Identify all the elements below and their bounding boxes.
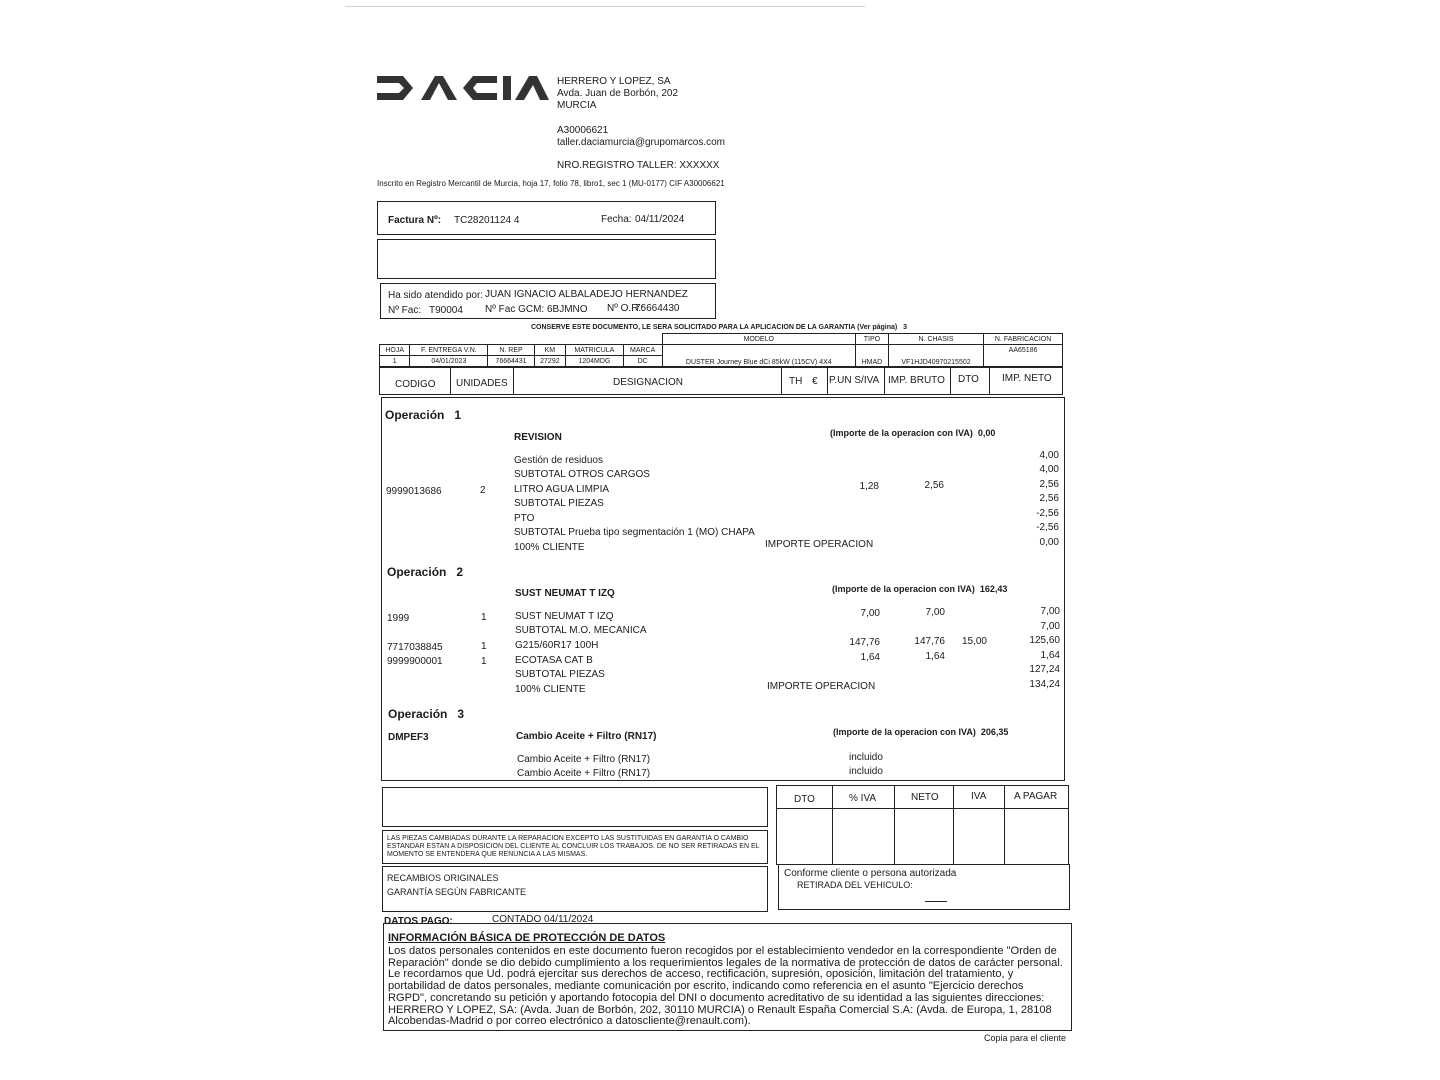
- importe-operacion-label: IMPORTE OPERACION: [767, 681, 876, 692]
- op1-heading: Operación 1: [385, 408, 462, 422]
- conforme-text: Conforme cliente o persona autorizada: [784, 868, 957, 879]
- line-desc: SUBTOTAL M.O. MECANICA: [515, 625, 647, 636]
- line-pun: 147,76: [849, 637, 880, 648]
- vehicle-value: DC: [623, 356, 662, 367]
- op2-heading: Operación 2: [387, 565, 464, 579]
- line-neto: -2,56: [1036, 522, 1059, 533]
- line-neto: 125,60: [1029, 635, 1060, 646]
- garantia-text: GARANTÍA SEGÚN FABRICANTE: [387, 887, 527, 897]
- line-desc: SUBTOTAL PIEZAS: [515, 669, 605, 680]
- scan-edge: [345, 6, 865, 7]
- importe-operacion-label: IMPORTE OPERACION: [765, 539, 874, 550]
- vehicle-value: DUSTER Journey Blue dCi 85kW (115CV) 4X4: [662, 345, 855, 367]
- line-desc: SUBTOTAL PIEZAS: [514, 498, 604, 509]
- vehicle-header: MARCA: [623, 345, 662, 356]
- op3-code: DMPEF3: [388, 732, 429, 743]
- line-units: 1: [481, 656, 487, 667]
- nfac-value: T90004: [429, 305, 463, 316]
- col-pun: P.UN S/IVA: [829, 375, 880, 386]
- fecha-value: 04/11/2024: [635, 214, 685, 225]
- registro-mercantil: Inscrito en Registro Mercantil de Murcia, hoja 17, folio 78, libro1, sec 1 (MU-0177) CIF A30006621: [377, 179, 725, 188]
- op1-importe: (Importe de la operacion con IVA) 0,00: [830, 428, 996, 438]
- vehicle-header: N. REP: [488, 345, 534, 356]
- col-euro: €: [812, 376, 818, 387]
- company-city: MURCIA: [557, 100, 597, 111]
- vehicle-value: 1204MDG: [566, 356, 624, 367]
- observations-box: [382, 787, 768, 827]
- op3-importe: (Importe de la operacion con IVA) 206,35: [833, 727, 1009, 737]
- op2-importe: (Importe de la operacion con IVA) 162,43: [832, 584, 1008, 594]
- vehicle-value: 76664431: [488, 356, 534, 367]
- vehicle-header: N. FABRICACION: [984, 334, 1063, 345]
- factura-label: Factura Nº:: [388, 215, 442, 226]
- recambios-box: [382, 866, 768, 912]
- line-bruto: 1,64: [925, 651, 945, 662]
- line-neto: 0,00: [1039, 537, 1059, 548]
- attention-box: [380, 283, 716, 319]
- line-pun: 1,28: [859, 481, 879, 492]
- line-units: 1: [481, 641, 487, 652]
- vehicle-value: 04/01/2023: [410, 356, 488, 367]
- recambios-text: RECAMBIOS ORIGINALES: [387, 873, 499, 883]
- line-desc: SUST NEUMAT T IZQ: [515, 611, 614, 622]
- company-cif: A30006621: [557, 125, 609, 136]
- col-designacion: DESIGNACION: [613, 377, 684, 388]
- company-contact: [557, 125, 725, 149]
- line-desc: LITRO AGUA LIMPIA: [514, 484, 610, 495]
- retirada-text: RETIRADA DEL VEHICULO:: [797, 880, 913, 890]
- vehicle-header: TIPO: [855, 334, 888, 345]
- line-desc: G215/60R17 100H: [515, 640, 599, 651]
- totals-header: % IVA: [849, 793, 877, 804]
- op1-title: REVISION: [514, 432, 562, 443]
- line-code: 1999: [387, 613, 410, 624]
- gcm-value: 6BJMNO: [547, 304, 588, 315]
- line-desc: SUBTOTAL OTROS CARGOS: [514, 469, 650, 480]
- line-desc: ECOTASA CAT B: [515, 655, 593, 666]
- line-neto: 7,00: [1040, 621, 1060, 632]
- pago-label: DATOS PAGO:: [384, 916, 453, 927]
- conserve-notice: CONSERVE ESTE DOCUMENTO, LE SERA SOLICITADO PARA LA APLICACION DE LA GARANTIA (Ver página) 3: [531, 324, 907, 331]
- atendido-value: JUAN IGNACIO ALBALADEJO HERNANDEZ: [485, 289, 688, 300]
- vehicle-value: AA65186: [984, 345, 1063, 356]
- line-note: incluido: [849, 752, 883, 763]
- line-neto: 2,56: [1039, 479, 1059, 490]
- col-dto: DTO: [958, 374, 979, 385]
- line-desc: PTO: [514, 513, 535, 524]
- totals-header: A PAGAR: [1014, 791, 1058, 802]
- line-neto: 4,00: [1039, 450, 1059, 461]
- totals-header: NETO: [911, 792, 939, 803]
- line-pun: 1,64: [860, 652, 880, 663]
- or-label: Nº O.R.:: [607, 303, 644, 314]
- line-code: 9999013686: [386, 486, 442, 497]
- line-dto: 15,00: [961, 636, 987, 647]
- privacy-title: INFORMACIÓN BÁSICA DE PROTECCIÓN DE DATOS: [388, 932, 666, 944]
- nfac-label: Nº Fac:: [388, 305, 422, 316]
- col-bruto: IMP. BRUTO: [888, 375, 945, 386]
- totals-header: IVA: [971, 791, 987, 802]
- registro-taller: NRO.REGISTRO TALLER: XXXXXX: [557, 160, 720, 171]
- vehicle-header: HOJA: [380, 345, 410, 356]
- line-units: 1: [481, 612, 487, 623]
- vehicle-header: F. ENTREGA V.N.: [410, 345, 488, 356]
- line-neto: 134,24: [1029, 679, 1060, 690]
- vehicle-table: [379, 333, 1063, 367]
- customer-box: [377, 239, 716, 279]
- line-desc: Cambio Aceite + Filtro (RN17): [517, 754, 651, 765]
- line-pun: 7,00: [860, 608, 880, 619]
- privacy-box: [383, 923, 1072, 1031]
- vehicle-header: MODELO: [662, 334, 855, 345]
- copia-label: Copia para el cliente: [984, 1033, 1067, 1043]
- line-bruto: 2,56: [924, 480, 944, 491]
- totals-header: DTO: [794, 794, 815, 805]
- dacia-logo: [377, 74, 549, 107]
- vehicle-header: KM: [534, 345, 565, 356]
- line-desc: 100% CLIENTE: [515, 684, 586, 695]
- factura-number: TC28201124 4: [454, 215, 520, 226]
- vehicle-header: MATRICULA: [566, 345, 624, 356]
- col-unidades: UNIDADES: [456, 378, 508, 389]
- vehicle-value: 27292: [534, 356, 565, 367]
- totals-box: [776, 785, 1069, 865]
- vehicle-header: N. CHASIS: [888, 334, 983, 345]
- vehicle-value: VF1HJD40970215502: [888, 345, 983, 367]
- vehicle-value: 1: [380, 356, 410, 367]
- op2-title: SUST NEUMAT T IZQ: [515, 588, 615, 599]
- columns-header: [379, 367, 1063, 395]
- col-th: TH: [789, 376, 803, 387]
- line-note: incluido: [849, 766, 883, 777]
- line-units: 2: [480, 485, 486, 496]
- line-neto: 127,24: [1029, 664, 1060, 675]
- company-email: taller.daciamurcia@grupomarcos.com: [557, 137, 725, 148]
- fecha-label: Fecha:: [601, 214, 632, 225]
- piezas-notice: LAS PIEZAS CAMBIADAS DURANTE LA REPARACION EXCEPTO LAS SUSTITUIDAS EN GARANTIA O CAMBIO ESTANDAR ESTAN A DISPOSICION DEL CLIENTE AL CONCLUIR LOS TRABAJOS. DE NO SER RETIRADAS EN EL MOMENTO SE ENTENDERA QUE RENUNCIA A LAS MISMAS.: [387, 835, 760, 858]
- op3-heading: Operación 3: [388, 707, 465, 721]
- company-header: [557, 76, 678, 112]
- invoice-box: [377, 201, 716, 235]
- line-neto: 7,00: [1040, 606, 1060, 617]
- piezas-notice-box: [382, 830, 768, 864]
- line-neto: 2,56: [1039, 493, 1059, 504]
- signature-line: [925, 901, 947, 902]
- company-name: HERRERO Y LOPEZ, SA: [557, 76, 671, 87]
- company-address: Avda. Juan de Borbón, 202: [557, 88, 679, 99]
- line-bruto: 7,00: [925, 607, 945, 618]
- line-desc: SUBTOTAL Prueba tipo segmentación 1 (MO) CHAPA: [514, 527, 755, 538]
- col-codigo: CODIGO: [395, 379, 436, 390]
- pago-value: CONTADO 04/11/2024: [492, 914, 594, 925]
- gcm-label: Nº Fac GCM:: [485, 304, 545, 315]
- op3-title: Cambio Aceite + Filtro (RN17): [516, 731, 657, 742]
- line-code: 7717038845: [387, 642, 443, 653]
- col-neto: IMP. NETO: [1002, 373, 1052, 384]
- line-desc: 100% CLIENTE: [514, 542, 585, 553]
- privacy-text: Los datos personales contenidos en este documento fueron recogidos por el establecimiento vendedor en la correspondiente "Orden de Reparación" donde se dio debido cumplimiento a los requerimientos legales de la normativa de protección de datos de carácter personal. Le recordamos que Ud. podrá ejercitar sus derechos de acceso, rectificación, supresión, oposición, limitación del tratamiento, y portabilidad de datos personales, mediante comunicación por escrito, indicando como referencia en el asunto "Ejercicio derechos RGPD", concretando su petición y aportando fotocopia del DNI o documento acreditativo de su identidad a las siguientes direcciones: HERRERO Y LOPEZ, SA: (Avda. Juan de Borbón, 202, 30110 MURCIA) o Renault España Comercial S.A: (Avda. de Europa, 1, 28108 Alcobendas-Madrid o por correo electrónico a datoscliente@renault.com).: [388, 945, 1063, 1028]
- line-desc: Cambio Aceite + Filtro (RN17): [517, 768, 651, 779]
- vehicle-value: HMAD: [855, 345, 888, 367]
- line-desc: Gestión de residuos: [514, 455, 603, 466]
- line-neto: 1,64: [1040, 650, 1060, 661]
- atendido-label: Ha sido atendido por:: [388, 290, 484, 301]
- or-value: 76664430: [635, 303, 680, 314]
- conforme-box: [778, 864, 1070, 910]
- line-code: 9999900001: [387, 656, 443, 667]
- line-neto: -2,56: [1036, 508, 1059, 519]
- line-neto: 4,00: [1039, 464, 1059, 475]
- line-bruto: 147,76: [914, 636, 945, 647]
